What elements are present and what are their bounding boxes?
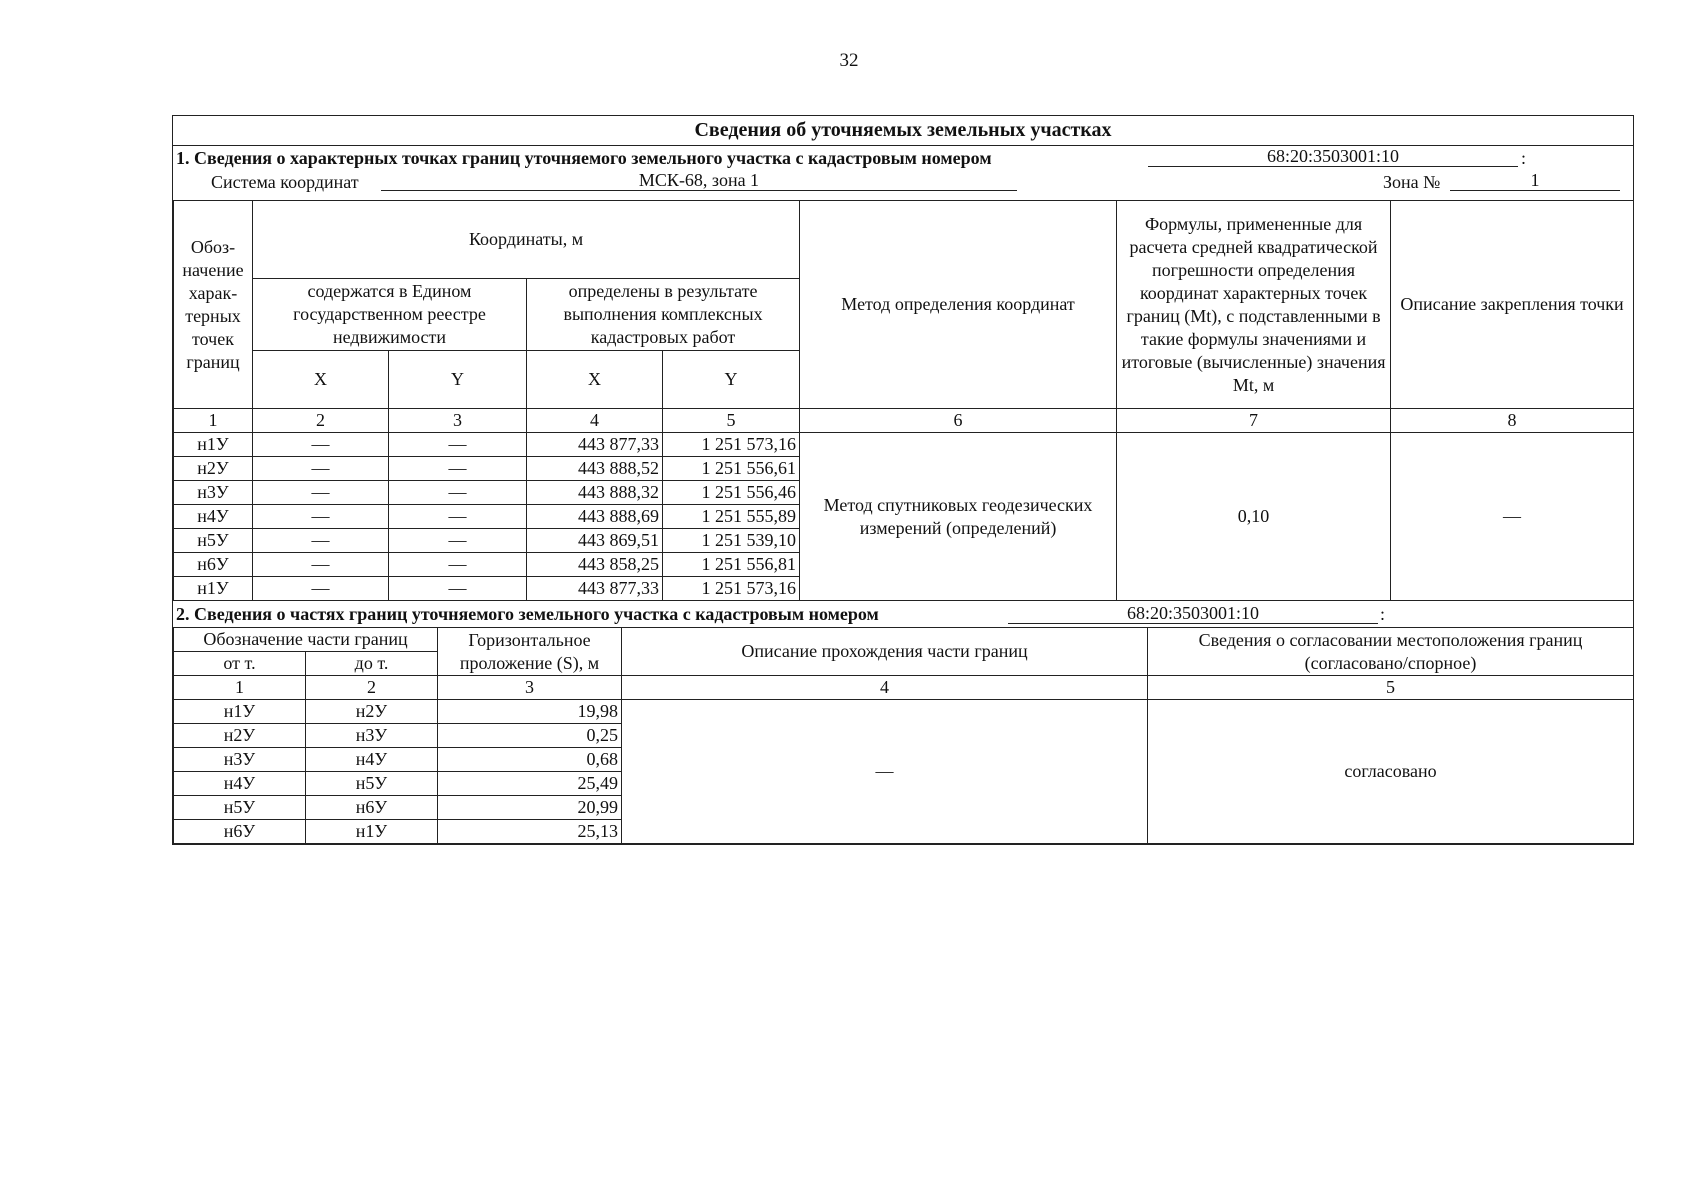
header-determined: определены в результате выполнения комплексных кадастровых работ (527, 279, 800, 351)
y-egrn: — (389, 481, 527, 505)
point-name: н6У (174, 553, 253, 577)
header-x-egrn: X (253, 351, 389, 409)
header-y-egrn: Y (389, 351, 527, 409)
col-number: 2 (306, 676, 438, 700)
header-fixing: Описание закрепления точки (1391, 201, 1634, 409)
col-number: 7 (1117, 409, 1391, 433)
to-point: н5У (306, 772, 438, 796)
section2-trail: : (1380, 604, 1386, 624)
col-number: 5 (663, 409, 800, 433)
from-point: н2У (174, 724, 306, 748)
y-value: 1 251 556,81 (663, 553, 800, 577)
y-value: 1 251 539,10 (663, 529, 800, 553)
x-egrn: — (253, 505, 389, 529)
section2-heading: 2. Сведения о частях границ уточняемого земельного участка с кадастровым номером (176, 604, 879, 624)
horizontal-value: 25,49 (438, 772, 622, 796)
header-horizontal: Горизонтальное проложение (S), м (438, 628, 622, 676)
point-name: н1У (174, 577, 253, 601)
y-egrn: — (389, 433, 527, 457)
y-egrn: — (389, 577, 527, 601)
y-value: 1 251 573,16 (663, 577, 800, 601)
from-point: н1У (174, 700, 306, 724)
col-number: 6 (800, 409, 1117, 433)
col-number: 5 (1148, 676, 1634, 700)
section2-heading-line (173, 601, 1633, 627)
horizontal-value: 20,99 (438, 796, 622, 820)
method-value: Метод спутниковых геодезических измерений (определений) (800, 433, 1117, 601)
horizontal-value: 19,98 (438, 700, 622, 724)
x-value: 443 888,69 (527, 505, 663, 529)
to-point: н2У (306, 700, 438, 724)
zone-value: 1 (1450, 170, 1620, 191)
header-egrn: содержатся в Едином государственном реестре недвижимости (253, 279, 527, 351)
header-coordinates: Координаты, м (253, 201, 800, 279)
coord-system-line (173, 170, 1633, 194)
points-table (173, 200, 1634, 601)
y-value: 1 251 573,16 (663, 433, 800, 457)
header-from: от т. (174, 652, 306, 676)
header-part-designation: Обозначение части границ (174, 628, 438, 652)
to-point: н6У (306, 796, 438, 820)
from-point: н5У (174, 796, 306, 820)
from-point: н4У (174, 772, 306, 796)
x-value: 443 858,25 (527, 553, 663, 577)
point-name: н1У (174, 433, 253, 457)
zone-label: Зона № (1383, 172, 1441, 192)
horizontal-value: 0,25 (438, 724, 622, 748)
to-point: н4У (306, 748, 438, 772)
table-row (174, 700, 1634, 724)
point-name: н2У (174, 457, 253, 481)
coord-system-value: МСК-68, зона 1 (381, 170, 1017, 191)
description-value: — (622, 700, 1148, 844)
col-number: 1 (174, 676, 306, 700)
section1-heading-line (173, 146, 1633, 170)
agreement-value: согласовано (1148, 700, 1634, 844)
x-value: 443 877,33 (527, 577, 663, 601)
col-number: 2 (253, 409, 389, 433)
x-egrn: — (253, 457, 389, 481)
to-point: н3У (306, 724, 438, 748)
section2-cadastral-number: 68:20:3503001:10 (1008, 603, 1378, 624)
horizontal-value: 0,68 (438, 748, 622, 772)
fixing-value: — (1391, 433, 1634, 601)
x-value: 443 877,33 (527, 433, 663, 457)
point-name: н4У (174, 505, 253, 529)
header-agreement: Сведения о согласовании местоположения границ (согласовано/спорное) (1148, 628, 1634, 676)
x-egrn: — (253, 433, 389, 457)
x-egrn: — (253, 577, 389, 601)
col-number: 1 (174, 409, 253, 433)
col-number: 3 (389, 409, 527, 433)
col-number: 4 (527, 409, 663, 433)
section1-cadastral-number: 68:20:3503001:10 (1148, 146, 1518, 167)
from-point: н3У (174, 748, 306, 772)
y-egrn: — (389, 529, 527, 553)
y-egrn: — (389, 505, 527, 529)
col-number: 4 (622, 676, 1148, 700)
section1-heading: 1. Сведения о характерных точках границ уточняемого земельного участка с кадастровым номером (176, 148, 992, 168)
document-title: Сведения об уточняемых земельных участках (173, 116, 1633, 146)
page-number: 32 (839, 50, 859, 71)
header-to: до т. (306, 652, 438, 676)
x-value: 443 869,51 (527, 529, 663, 553)
x-egrn: — (253, 481, 389, 505)
cadastral-document (172, 115, 1634, 845)
mt-value: 0,10 (1117, 433, 1391, 601)
x-egrn: — (253, 553, 389, 577)
table-row (174, 433, 1634, 457)
from-point: н6У (174, 820, 306, 844)
coord-system-label: Система координат (211, 172, 359, 192)
header-x: X (527, 351, 663, 409)
point-name: н5У (174, 529, 253, 553)
header-designation: Обоз-начение харак-терных точек границ (174, 201, 253, 409)
parts-table (173, 627, 1634, 844)
point-name: н3У (174, 481, 253, 505)
col-number: 8 (1391, 409, 1634, 433)
section1-trail: : (1521, 148, 1527, 168)
x-egrn: — (253, 529, 389, 553)
y-value: 1 251 556,61 (663, 457, 800, 481)
y-value: 1 251 556,46 (663, 481, 800, 505)
header-method: Метод определения координат (800, 201, 1117, 409)
x-value: 443 888,32 (527, 481, 663, 505)
x-value: 443 888,52 (527, 457, 663, 481)
header-formulas: Формулы, примененные для расчета средней квадратической погрешности определения координат характерных точек границ (Mt), с подставленными в такие формулы значениями и итоговые (вычисленные) значения Mt, м (1117, 201, 1391, 409)
header-description: Описание прохождения части границ (622, 628, 1148, 676)
col-number: 3 (438, 676, 622, 700)
y-egrn: — (389, 457, 527, 481)
header-y: Y (663, 351, 800, 409)
horizontal-value: 25,13 (438, 820, 622, 844)
y-egrn: — (389, 553, 527, 577)
y-value: 1 251 555,89 (663, 505, 800, 529)
to-point: н1У (306, 820, 438, 844)
